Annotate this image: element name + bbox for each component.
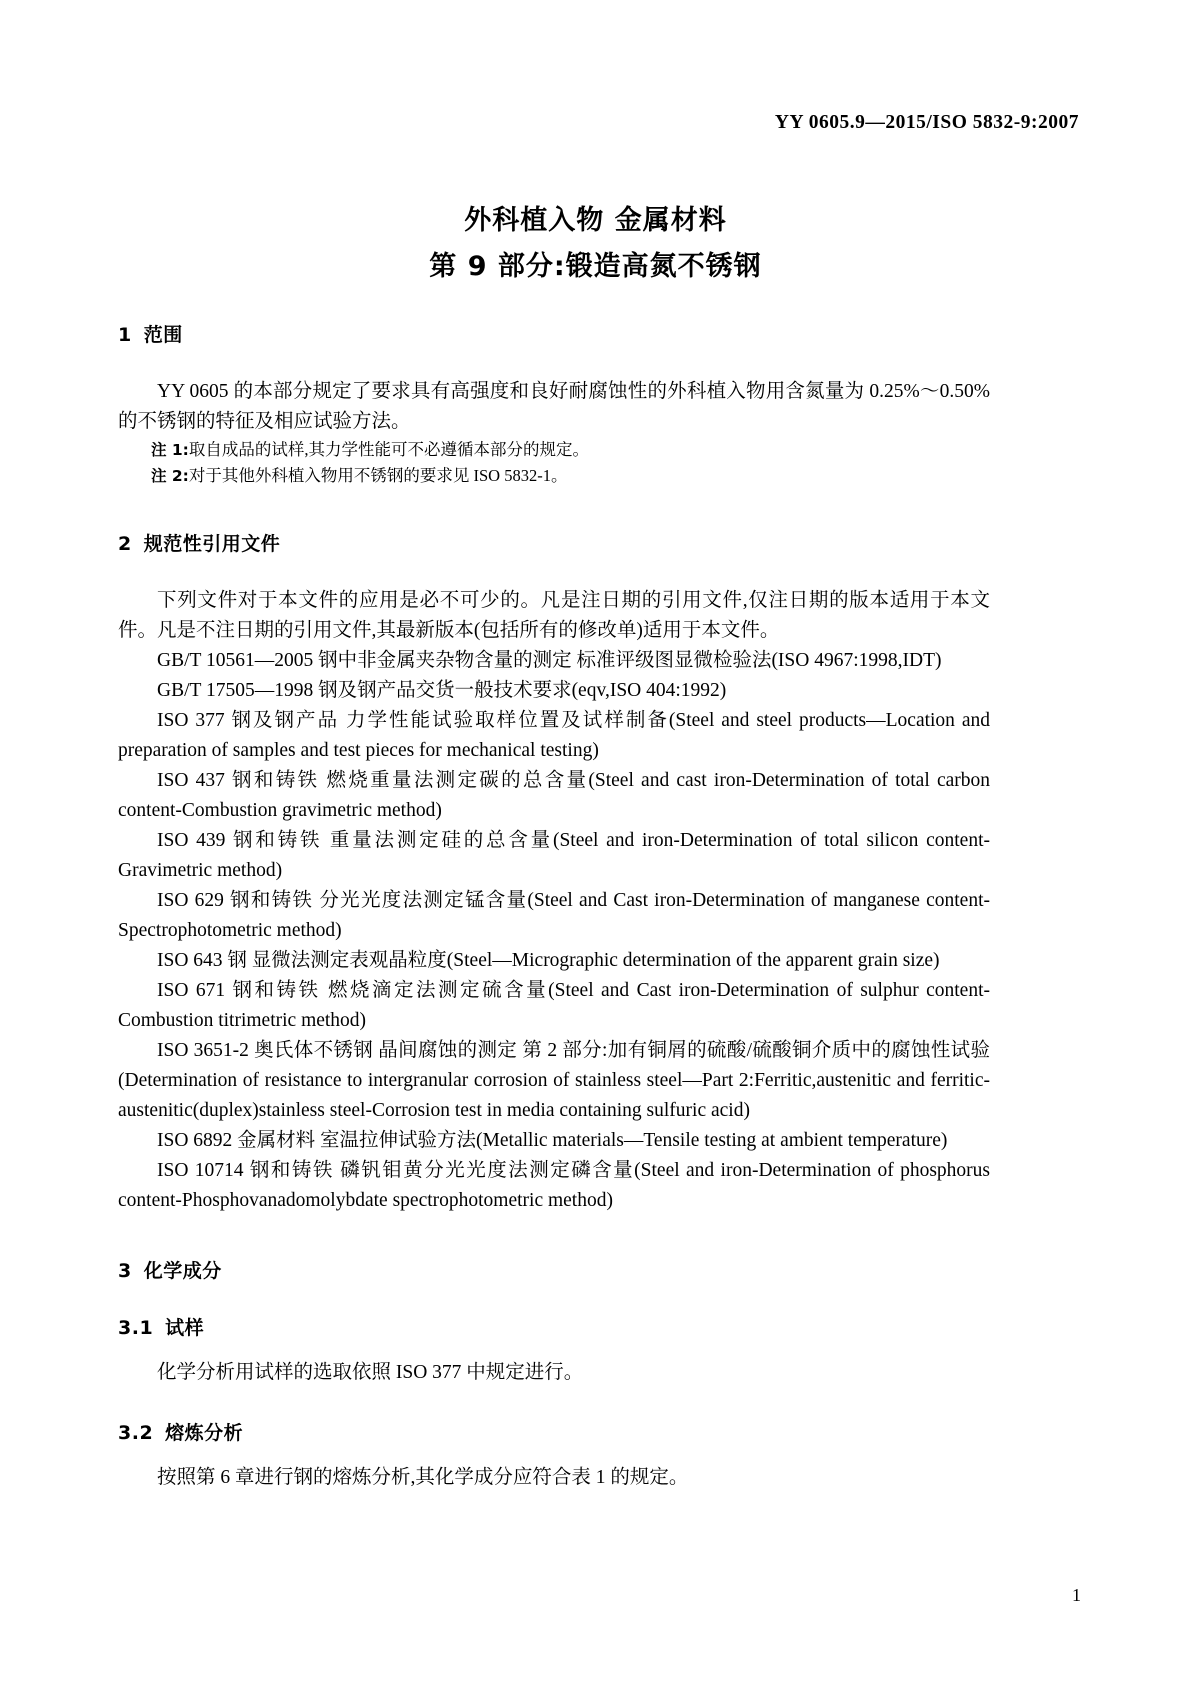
section-number-3-2: 3.2 (118, 1422, 154, 1444)
reference-item: ISO 643 钢 显微法测定表观晶粒度(Steel—Micrographic determination of the apparent grain size) (157, 950, 940, 971)
note-2-text: 对于其他外科植入物用不锈钢的要求见 ISO 5832-1。 (188, 466, 568, 485)
section-1-note-1 (118, 437, 990, 463)
reference-item: ISO 6892 金属材料 室温拉伸试验方法(Metallic materials—Tensile testing at ambient temperature) (157, 1130, 948, 1151)
reference-item: GB/T 17505—1998 钢及钢产品交货一般技术要求(eqv,ISO 404:1992) (157, 680, 727, 701)
section-title-3: 化学成分 (143, 1260, 222, 1282)
note-2-label: 注 2: (151, 467, 189, 485)
section-heading-3-1 (118, 1313, 990, 1340)
section-3-1-paragraph: 化学分析用试样的选取依照 ISO 377 中规定进行。 (157, 1362, 584, 1383)
section-heading-3 (118, 1256, 990, 1283)
note-1-label: 注 1: (151, 441, 189, 459)
reference-item: ISO 629 钢和铸铁 分光光度法测定锰含量(Steel and Cast iron-Determination of manganese content-Spectrophotometric method) (118, 890, 990, 941)
section-number-3-1: 3.1 (118, 1317, 154, 1339)
reference-item: ISO 377 钢及钢产品 力学性能试验取样位置及试样制备(Steel and steel products—Location and preparation of samples and test pieces for mechanical testing) (118, 710, 990, 761)
section-1-paragraph: YY 0605 的本部分规定了要求具有高强度和良好耐腐蚀性的外科植入物用含氮量为 0.25%～0.50% 的不锈钢的特征及相应试验方法。 (118, 381, 990, 432)
section-number-2: 2 (118, 533, 132, 555)
section-heading-1 (118, 320, 990, 347)
section-heading-2 (118, 529, 990, 556)
section-number-1: 1 (118, 324, 132, 346)
reference-item: ISO 10714 钢和铸铁 磷钒钼黄分光光度法测定磷含量(Steel and iron-Determination of phosphorus content-Phosphovanadomolybdate spectrophotometric method) (118, 1160, 990, 1211)
section-heading-3-2 (118, 1418, 990, 1445)
document-title (0, 198, 1191, 290)
section-title-3-1: 试样 (165, 1317, 205, 1339)
document-title-line1: 外科植入物 金属材料 (464, 205, 727, 236)
reference-item: ISO 3651-2 奥氏体不锈钢 晶间腐蚀的测定 第 2 部分:加有铜屑的硫酸/硫酸铜介质中的腐蚀性试验 (Determination of resistance to intergranular corrosion of stainless steel—Part 2:Ferritic,austenitic and ferritic-austenitic(duplex)stainless steel-Corrosion test in media containing sulfuric acid) (118, 1040, 990, 1121)
reference-item: ISO 437 钢和铸铁 燃烧重量法测定碳的总含量(Steel and cast iron-Determination of total carbon content-Combustion gravimetric method) (118, 770, 990, 821)
reference-item: ISO 439 钢和铸铁 重量法测定硅的总含量(Steel and iron-Determination of total silicon content-Gravimetric method) (118, 830, 990, 881)
section-1-note-2 (118, 463, 990, 489)
section-title-3-2: 熔炼分析 (165, 1422, 244, 1444)
document-title-line2: 第 9 部分:锻造高氮不锈钢 (429, 251, 762, 282)
section-title-2: 规范性引用文件 (143, 533, 281, 555)
section-2-paragraph: 下列文件对于本文件的应用是必不可少的。凡是注日期的引用文件,仅注日期的版本适用于本文件。凡是不注日期的引用文件,其最新版本(包括所有的修改单)适用于本文件。 (118, 590, 990, 641)
normative-reference-list (118, 646, 990, 1216)
page-number: 1 (1072, 1585, 1081, 1605)
reference-item: GB/T 10561—2005 钢中非金属夹杂物含量的测定 标准评级图显微检验法(ISO 4967:1998,IDT) (157, 650, 942, 671)
running-header: YY 0605.9—2015/ISO 5832-9:2007 (774, 112, 1079, 133)
section-number-3: 3 (118, 1260, 132, 1282)
reference-item: ISO 671 钢和铸铁 燃烧滴定法测定硫含量(Steel and Cast iron-Determination of sulphur content-Combustion titrimetric method) (118, 980, 990, 1031)
note-1-text: 取自成品的试样,其力学性能可不必遵循本部分的规定。 (188, 440, 590, 459)
section-title-1: 范围 (143, 324, 183, 346)
section-3-2-paragraph: 按照第 6 章进行钢的熔炼分析,其化学成分应符合表 1 的规定。 (157, 1467, 689, 1488)
document-body (118, 320, 990, 1493)
